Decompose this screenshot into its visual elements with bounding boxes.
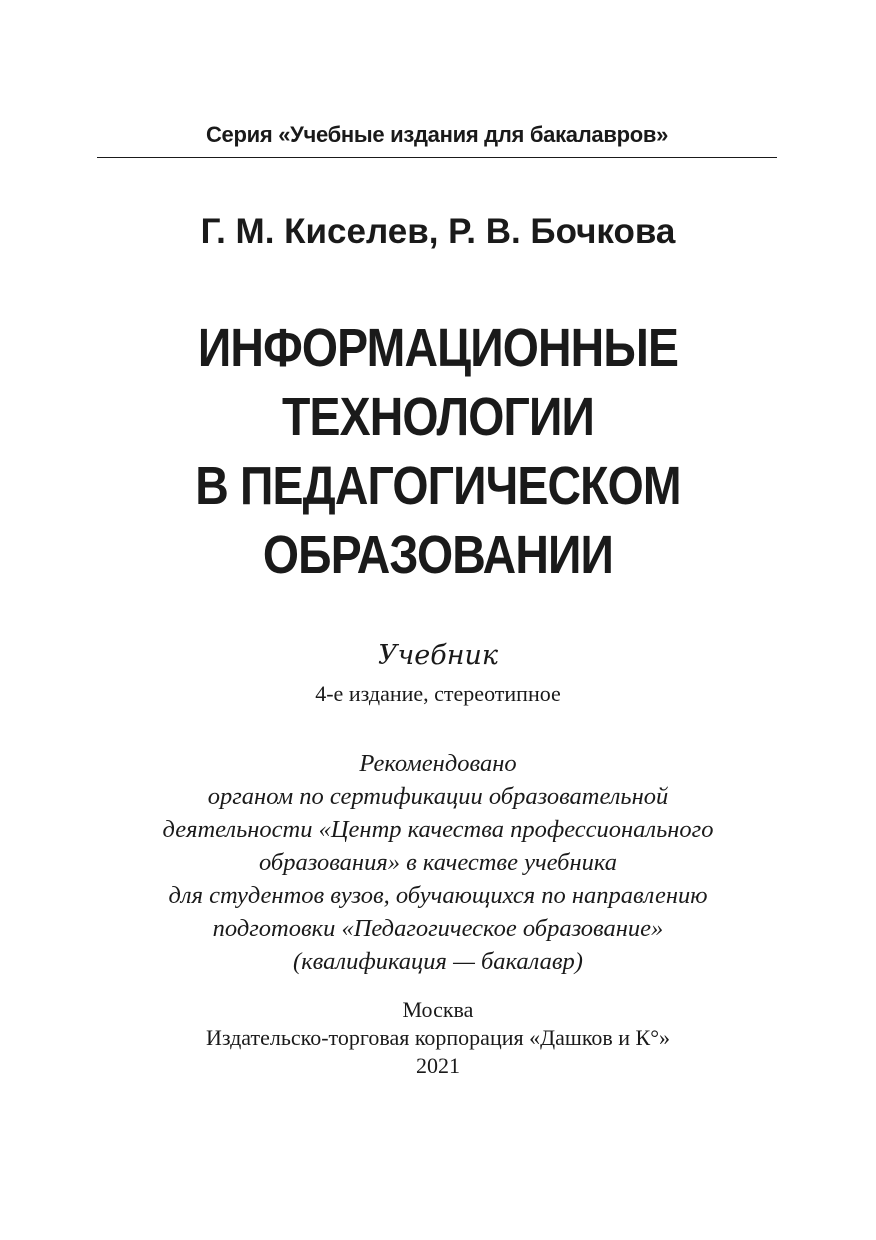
recommendation-line: органом по сертификации образовательной [207,783,669,810]
recommendation-line: образования» в качестве учебника [258,849,618,876]
title-line: ОБРАЗОВАНИИ [262,525,614,585]
title-line: ТЕХНОЛОГИИ [281,387,595,447]
book-title [96,314,781,590]
recommendation-line: Рекомендовано [359,750,517,777]
edition-info: 4-е издание, стереотипное [315,681,561,706]
imprint-city: Москва [402,997,474,1022]
recommendation-line: деятельности «Центр качества профессионального [162,816,714,843]
imprint-publisher: Издательско-торговая корпорация «Дашков и К°» [205,1025,671,1050]
recommendation-block [40,747,836,978]
recommendation-line: (квалификация — бакалавр) [293,948,583,975]
title-line: ИНФОРМАЦИОННЫЕ [197,318,679,378]
series-divider [97,157,777,158]
imprint-year: 2021 [416,1053,460,1078]
authors: Г. М. Киселев, Р. В. Бочкова [200,212,676,251]
imprint [60,996,816,1080]
book-type: Учебник [377,640,499,671]
recommendation-line: для студентов вузов, обучающихся по направлению [168,882,708,909]
title-line: В ПЕДАГОГИЧЕСКОМ [195,456,681,516]
series-heading: Серия «Учебные издания для бакалавров» [205,122,669,147]
recommendation-line: подготовки «Педагогическое образование» [212,915,664,942]
